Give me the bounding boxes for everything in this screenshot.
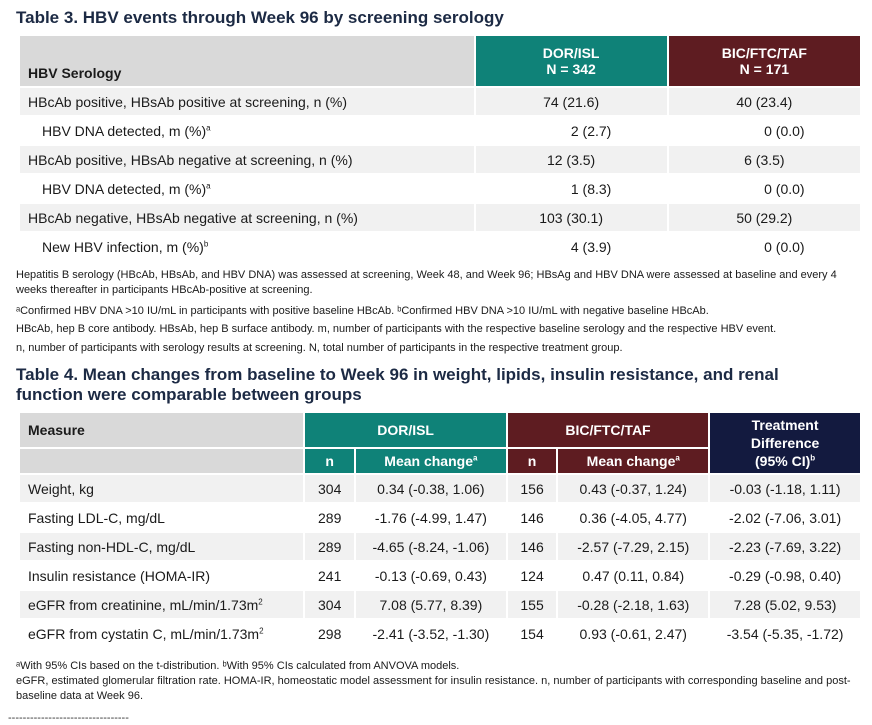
dor-n-header: n [305, 449, 354, 473]
bic-ftc-taf-value: 0 (0.0) [764, 180, 805, 197]
table4-footnote-1: ᵃWith 95% CIs based on the t-distribution. ᵇWith 95% CIs calculated from ANVOVA models. [16, 660, 460, 672]
serology-label: HBV DNA detected, m (%)$^a$ [42, 122, 211, 139]
bic-mean-change-value: 0.43 (-0.37, 1.24) [558, 475, 708, 502]
measure-label: eGFR from cystatin C, $mL/\min/1.73m^2$ [28, 625, 264, 642]
treatment-difference-value: 7.28 (5.02, 9.53) [710, 591, 860, 618]
measure-label: Insulin resistance (HOMA-IR) [28, 567, 211, 584]
bic-ftc-taf-value: 50 (29.2) [669, 204, 860, 231]
table4-title-line2: function were comparable between groups [16, 385, 362, 404]
table4-title-line1: Table 4. Mean changes from baseline to Week 96 in weight, lipids, insulin resistance, and renal [16, 365, 779, 384]
mean-changes-table [18, 411, 862, 649]
bic-ftc-taf-group-header: BIC/FTC/TAF [508, 413, 708, 447]
measure-subheader-blank [20, 449, 303, 473]
bic-ftc-taf-value: 0 (0.0) [764, 122, 805, 139]
bic-n-value: 156 [508, 475, 557, 502]
bic-n-value: 146 [508, 533, 557, 560]
separator-line: --------------------------------- [8, 712, 129, 724]
bic-n-header: n [508, 449, 557, 473]
table-row [20, 591, 860, 618]
bic-ftc-taf-value: 6 (3.5) [669, 146, 860, 173]
dor-isl-header: DOR/ISL N = 342 [476, 36, 667, 86]
bic-mean-change-value: 0.93 (-0.61, 2.47) [579, 625, 687, 642]
table-row [20, 88, 860, 115]
dor-n-value: 304 [305, 475, 354, 502]
serology-label: HBcAb positive, HBsAb negative at screening, n (%) [20, 146, 474, 173]
dor-mean-change-value: -1.76 (-4.99, 1.47) [374, 509, 487, 526]
table-row [20, 204, 860, 231]
measure-label: Fasting non-HDL-C, mg/dL [20, 533, 303, 560]
dor-n-value: 241 [318, 567, 342, 584]
bic-mean-change-value: 0.36 (-4.05, 4.77) [579, 509, 687, 526]
treatment-difference-value: -2.02 (-7.06, 3.01) [729, 509, 842, 526]
dor-n-value: 289 [305, 533, 354, 560]
dor-mean-change-header: Mean change$^a$ [356, 449, 506, 473]
table-row [20, 146, 860, 173]
dor-mean-change-value: 0.34 (-0.38, 1.06) [356, 475, 506, 502]
table3-footnote-4: n, number of participants with serology results at screening. N, total number of participants in the respective treatment group. [16, 342, 623, 354]
serology-label: HBV DNA detected, m (%)$^a$ [42, 180, 211, 197]
table-row [20, 504, 860, 531]
dor-mean-change-value: -2.41 (-3.52, -1.30) [372, 625, 490, 642]
table4-footnote-2: eGFR, estimated glomerular filtration rate. HOMA-IR, homeostatic model assessment for insulin resistance. n, number of participants with corresponding baseline and post-baseline data at Week 96. [16, 675, 851, 702]
table3-footnote-1: Hepatitis B serology (HBcAb, HBsAb, and HBV DNA) was assessed at screening, Week 48, and Week 96; HBsAg and HBV DNA were assessed at baseline and every 4 weeks thereafter in participants HBcAb-positive at screening. [16, 269, 837, 296]
table3-footnote-2: ᵃConfirmed HBV DNA >10 IU/mL in participants with positive baseline HBcAb. ᵇConfirmed HBV DNA >10 IU/mL with negative baseline HBcAb. [16, 305, 709, 317]
bic-n-value: 124 [520, 567, 544, 584]
serology-label: HBcAb negative, HBsAb negative at screening, n (%) [20, 204, 474, 231]
bic-n-value: 155 [508, 591, 557, 618]
dor-isl-value: 1 (8.3) [570, 180, 612, 197]
serology-label: New HBV infection, m (%)$^b$ [42, 238, 209, 255]
dor-isl-value: 2 (2.7) [570, 122, 612, 139]
table-row [20, 475, 860, 502]
measure-label: eGFR from creatinine, $mL/\min/1.73m^2$ [20, 591, 303, 618]
hbv-serology-table [18, 34, 862, 262]
table-row [20, 233, 860, 260]
bic-ftc-taf-header: BIC/FTC/TAF N = 171 [669, 36, 860, 86]
dor-isl-group-header: DOR/ISL [305, 413, 505, 447]
bic-mean-change-value: 0.47 (0.11, 0.84) [582, 567, 685, 584]
table-row [20, 533, 860, 560]
dor-mean-change-value: 7.08 (5.77, 8.39) [356, 591, 506, 618]
dor-isl-value: 12 (3.5) [476, 146, 667, 173]
dor-isl-value: 4 (3.9) [570, 238, 612, 255]
treatment-difference-value: -2.23 (-7.69, 3.22) [710, 533, 860, 560]
bic-mean-change-header: Mean change$^a$ [558, 449, 708, 473]
treatment-difference-value: -0.29 (-0.98, 0.40) [729, 567, 842, 584]
bic-ftc-taf-value: 0 (0.0) [764, 238, 805, 255]
table-row [20, 175, 860, 202]
dor-n-value: 289 [318, 509, 342, 526]
table3-title: Table 3. HBV events through Week 96 by screening serology [16, 8, 504, 27]
dor-n-value: 298 [318, 625, 342, 642]
serology-label: HBcAb positive, HBsAb positive at screening, n (%) [20, 88, 474, 115]
bic-mean-change-value: -2.57 (-7.29, 2.15) [558, 533, 708, 560]
table-row [20, 562, 860, 589]
measure-header: Measure [20, 413, 303, 447]
bic-n-value: 154 [520, 625, 544, 642]
measure-label: Fasting LDL-C, mg/dL [28, 509, 165, 526]
treatment-difference-header: Treatment Difference (95% CI)$^b$ [710, 413, 860, 473]
dor-mean-change-value: -4.65 (-8.24, -1.06) [356, 533, 506, 560]
dor-mean-change-value: -0.13 (-0.69, 0.43) [374, 567, 487, 584]
bic-mean-change-value: -0.28 (-2.18, 1.63) [558, 591, 708, 618]
measure-label: Weight, kg [20, 475, 303, 502]
treatment-difference-value: -0.03 (-1.18, 1.11) [710, 475, 860, 502]
bic-ftc-taf-value: 40 (23.4) [669, 88, 860, 115]
table3-footnote-3: HBcAb, hep B core antibody. HBsAb, hep B surface antibody. m, number of participants with the respective baseline serology and the respective HBV event. [16, 323, 777, 335]
dor-n-value: 304 [305, 591, 354, 618]
hbv-serology-header: HBV Serology [20, 36, 474, 86]
dor-isl-value: 103 (30.1) [476, 204, 667, 231]
bic-n-value: 146 [520, 509, 544, 526]
dor-isl-value: 74 (21.6) [476, 88, 667, 115]
table-row [20, 620, 860, 647]
treatment-difference-value: -3.54 (-5.35, -1.72) [726, 625, 844, 642]
table-row [20, 117, 860, 144]
